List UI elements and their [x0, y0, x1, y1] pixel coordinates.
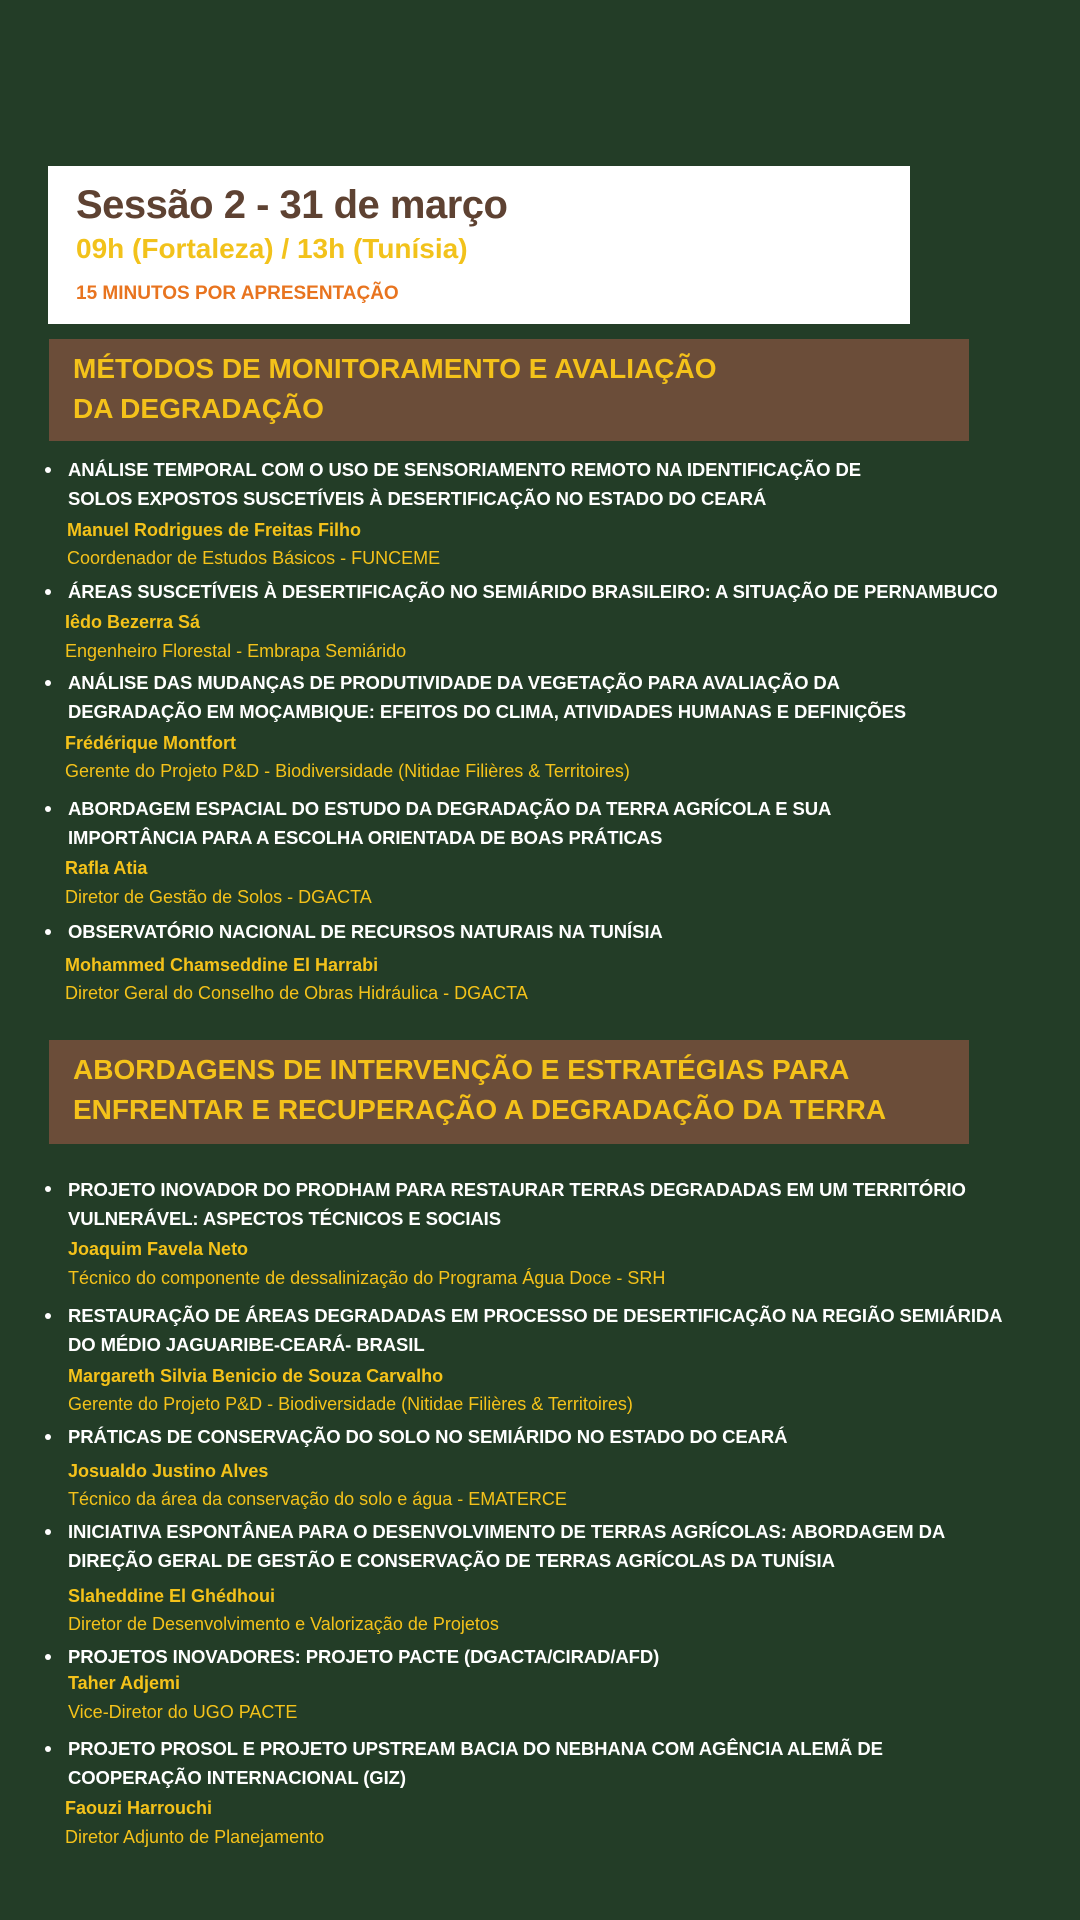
speaker-role: Diretor de Desenvolvimento e Valorização de Projetos	[68, 1614, 499, 1634]
bullet-icon	[45, 1746, 51, 1752]
speaker-name: Slaheddine El Ghédhoui	[68, 1586, 276, 1606]
section-title-line: MÉTODOS DE MONITORAMENTO E AVALIAÇÃO	[73, 353, 717, 384]
talk-title	[68, 1422, 1008, 1451]
talk-title-line: DO MÉDIO JAGUARIBE-CEARÁ- BRASIL	[68, 1334, 425, 1355]
speaker-role: Gerente do Projeto P&D - Biodiversidade (Nitidae Filières & Territoires)	[65, 761, 630, 781]
talk-title-line: ÁREAS SUSCETÍVEIS À DESERTIFICAÇÃO NO SEMIÁRIDO BRASILEIRO: A SITUAÇÃO DE PERNAMBUCO	[68, 581, 998, 602]
talk-title-line: VULNERÁVEL: ASPECTOS TÉCNICOS E SOCIAIS	[68, 1208, 501, 1229]
bullet-icon	[45, 1654, 51, 1660]
talk-title-line: PROJETO PROSOL E PROJETO UPSTREAM BACIA DO NEBHANA COM AGÊNCIA ALEMÃ DE	[68, 1738, 883, 1759]
speaker-role: Coordenador de Estudos Básicos - FUNCEME	[67, 548, 441, 568]
talk-title	[68, 668, 1008, 726]
section-title-line: DA DEGRADAÇÃO	[73, 393, 324, 424]
bullet-icon	[45, 589, 51, 595]
bullet-icon	[45, 680, 51, 686]
speaker-name: Rafla Atia	[65, 858, 148, 878]
talk-title-line: PROJETO INOVADOR DO PRODHAM PARA RESTAURAR TERRAS DEGRADADAS EM UM TERRITÓRIO	[68, 1179, 966, 1200]
bullet-icon	[45, 1434, 51, 1440]
talk-title-line: INICIATIVA ESPONTÂNEA PARA O DESENVOLVIMENTO DE TERRAS AGRÍCOLAS: ABORDAGEM DA	[68, 1521, 946, 1542]
talk-title	[68, 455, 1008, 513]
talk-title-line: ANÁLISE TEMPORAL COM O USO DE SENSORIAMENTO REMOTO NA IDENTIFICAÇÃO DE	[68, 459, 861, 480]
speaker-role: Diretor Adjunto de Planejamento	[65, 1827, 325, 1847]
talk-title-line: SOLOS EXPOSTOS SUSCETÍVEIS À DESERTIFICAÇÃO NO ESTADO DO CEARÁ	[68, 488, 767, 509]
speaker-role: Engenheiro Florestal - Embrapa Semiárido	[65, 641, 407, 661]
talk-title-line: IMPORTÂNCIA PARA A ESCOLHA ORIENTADA DE BOAS PRÁTICAS	[68, 827, 663, 848]
talk-title	[68, 577, 1008, 606]
bullet-icon	[45, 1313, 51, 1319]
talk-title	[68, 1642, 1008, 1671]
speaker-name: Manuel Rodrigues de Freitas Filho	[67, 520, 362, 540]
talk-title-line: DEGRADAÇÃO EM MOÇAMBIQUE: EFEITOS DO CLIMA, ATIVIDADES HUMANAS E DEFINIÇÕES	[68, 701, 907, 722]
speaker-name: Josualdo Justino Alves	[68, 1461, 269, 1481]
speaker-name: Iêdo Bezerra Sá	[65, 612, 201, 632]
session-header-card	[48, 166, 910, 324]
talk-title	[68, 794, 1008, 852]
session-duration-note: 15 MINUTOS POR APRESENTAÇÃO	[76, 283, 399, 304]
speaker-role: Diretor de Gestão de Solos - DGACTA	[65, 887, 372, 907]
section-banner-intervention	[49, 1040, 969, 1144]
section-title-line: ENFRENTAR E RECUPERAÇÃO A DEGRADAÇÃO DA TERRA	[73, 1094, 887, 1125]
talk-title-line: ANÁLISE DAS MUDANÇAS DE PRODUTIVIDADE DA VEGETAÇÃO PARA AVALIAÇÃO DA	[68, 672, 840, 693]
talk-title	[68, 1175, 1008, 1233]
speaker-role: Vice-Diretor do UGO PACTE	[68, 1702, 298, 1722]
talk-title-line: PROJETOS INOVADORES: PROJETO PACTE (DGACTA/CIRAD/AFD)	[68, 1646, 660, 1667]
talk-title-line: RESTAURAÇÃO DE ÁREAS DEGRADADAS EM PROCESSO DE DESERTIFICAÇÃO NA REGIÃO SEMIÁRIDA	[68, 1305, 1003, 1326]
speaker-name: Taher Adjemi	[68, 1673, 181, 1693]
speaker-name: Mohammed Chamseddine El Harrabi	[65, 955, 379, 975]
speaker-name: Margareth Silvia Benicio de Souza Carvalho	[68, 1366, 444, 1386]
speaker-role: Técnico da área da conservação do solo e água - EMATERCE	[68, 1489, 567, 1509]
bullet-icon	[45, 467, 51, 473]
talk-title-line: COOPERAÇÃO INTERNACIONAL (GIZ)	[68, 1767, 406, 1788]
talk-title	[68, 917, 1008, 946]
speaker-role: Gerente do Projeto P&D - Biodiversidade (Nitidae Filières & Territoires)	[68, 1394, 633, 1414]
speaker-role: Técnico do componente de dessalinização do Programa Água Doce - SRH	[68, 1268, 666, 1288]
bullet-icon	[45, 929, 51, 935]
speaker-name: Frédérique Montfort	[65, 733, 236, 753]
talk-title-line: ABORDAGEM ESPACIAL DO ESTUDO DA DEGRADAÇÃO DA TERRA AGRÍCOLA E SUA	[68, 798, 832, 819]
talk-title-line: DIREÇÃO GERAL DE GESTÃO E CONSERVAÇÃO DE TERRAS AGRÍCOLAS DA TUNÍSIA	[68, 1550, 835, 1571]
bullet-icon	[45, 1529, 51, 1535]
speaker-role: Diretor Geral do Conselho de Obras Hidráulica - DGACTA	[65, 983, 528, 1003]
session-title: Sessão 2 - 31 de março	[76, 183, 508, 227]
bullet-icon	[45, 806, 51, 812]
section-title-line: ABORDAGENS DE INTERVENÇÃO E ESTRATÉGIAS PARA	[73, 1054, 850, 1085]
talk-title-line: OBSERVATÓRIO NACIONAL DE RECURSOS NATURAIS NA TUNÍSIA	[68, 921, 663, 942]
talk-title	[68, 1301, 1008, 1359]
section-banner-monitoring	[49, 339, 969, 441]
talk-title	[68, 1734, 1008, 1792]
session-time: 09h (Fortaleza) / 13h (Tunísia)	[76, 233, 468, 264]
talk-title-line: PRÁTICAS DE CONSERVAÇÃO DO SOLO NO SEMIÁRIDO NO ESTADO DO CEARÁ	[68, 1426, 788, 1447]
speaker-name: Joaquim Favela Neto	[68, 1239, 249, 1259]
talk-title	[68, 1517, 1008, 1575]
bullet-icon	[45, 1186, 51, 1192]
speaker-name: Faouzi Harrouchi	[65, 1798, 213, 1818]
